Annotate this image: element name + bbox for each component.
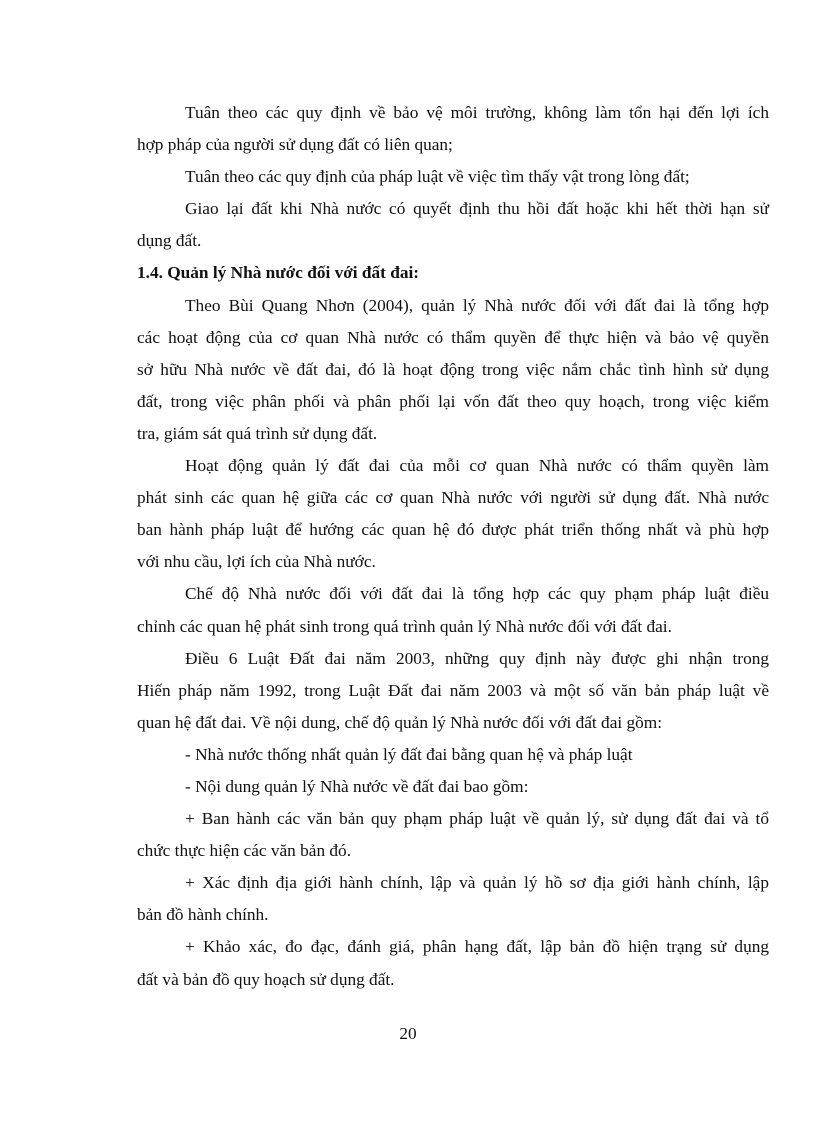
text-line: phát sinh các quan hệ giữa các cơ quan Nhà nước với người sử dụng đất. Nhà nước <box>137 488 769 508</box>
text-line: Hiến pháp năm 1992, trong Luật Đất đai năm 2003 và một số văn bản pháp luật về <box>137 680 769 700</box>
text-line: ban hành pháp luật để hướng các quan hệ đó được phát triển thống nhất và phù hợp <box>137 520 769 540</box>
document-page <box>137 97 769 996</box>
text-line: hợp pháp của người sử dụng đất có liên quan; <box>137 135 453 155</box>
text-line: + Xác định địa giới hành chính, lập và quản lý hồ sơ địa giới hành chính, lập <box>185 873 769 893</box>
text-line: chỉnh các quan hệ phát sinh trong quá trình quản lý Nhà nước đối với đất đai. <box>137 616 672 636</box>
page-number: 20 <box>399 1024 417 1043</box>
text-line: + Khảo xác, đo đạc, đánh giá, phân hạng đất, lập bản đồ hiện trạng sử dụng <box>185 937 769 957</box>
text-line: đất, trong việc phân phối và phân phối lại vốn đất theo quy hoạch, trong việc kiểm <box>137 391 769 411</box>
text-line: Theo Bùi Quang Nhơn (2004), quản lý Nhà nước đối với đất đai là tổng hợp <box>185 295 769 315</box>
text-line: các hoạt động của cơ quan Nhà nước có thẩm quyền để thực hiện và bảo vệ quyền <box>137 327 769 347</box>
text-line: sở hữu Nhà nước về đất đai, đó là hoạt động trong việc nắm chắc tình hình sử dụng <box>137 359 769 379</box>
text-line: đất và bản đồ quy hoạch sử dụng đất. <box>137 969 395 989</box>
text-line: - Nhà nước thống nhất quản lý đất đai bằng quan hệ và pháp luật <box>185 744 633 764</box>
text-line: Tuân theo các quy định của pháp luật về việc tìm thấy vật trong lòng đất; <box>185 167 690 187</box>
text-line: Hoạt động quản lý đất đai của mỗi cơ quan Nhà nước có thẩm quyền làm <box>185 456 769 476</box>
section-heading: 1.4. Quản lý Nhà nước đối với đất đai: <box>137 263 420 283</box>
text-line: + Ban hành các văn bản quy phạm pháp luật về quản lý, sử dụng đất đai và tổ <box>185 809 769 829</box>
text-line: dụng đất. <box>137 231 202 251</box>
text-line: - Nội dung quản lý Nhà nước về đất đai bao gồm: <box>185 776 529 796</box>
text-line: tra, giám sát quá trình sử dụng đất. <box>137 423 378 443</box>
text-line: quan hệ đất đai. Về nội dung, chế độ quản lý Nhà nước đối với đất đai gồm: <box>137 712 663 732</box>
text-line: Tuân theo các quy định về bảo vệ môi trường, không làm tổn hại đến lợi ích <box>185 103 769 122</box>
text-line: Chế độ Nhà nước đối với đất đai là tổng hợp các quy phạm pháp luật điều <box>185 584 769 604</box>
text-line: với nhu cầu, lợi ích của Nhà nước. <box>137 552 376 572</box>
text-line: chức thực hiện các văn bản đó. <box>137 841 352 861</box>
text-line: bản đồ hành chính. <box>137 905 269 925</box>
text-line: Giao lại đất khi Nhà nước có quyết định thu hồi đất hoặc khi hết thời hạn sử <box>185 199 769 219</box>
text-line: Điều 6 Luật Đất đai năm 2003, những quy định này được ghi nhận trong <box>185 648 769 668</box>
